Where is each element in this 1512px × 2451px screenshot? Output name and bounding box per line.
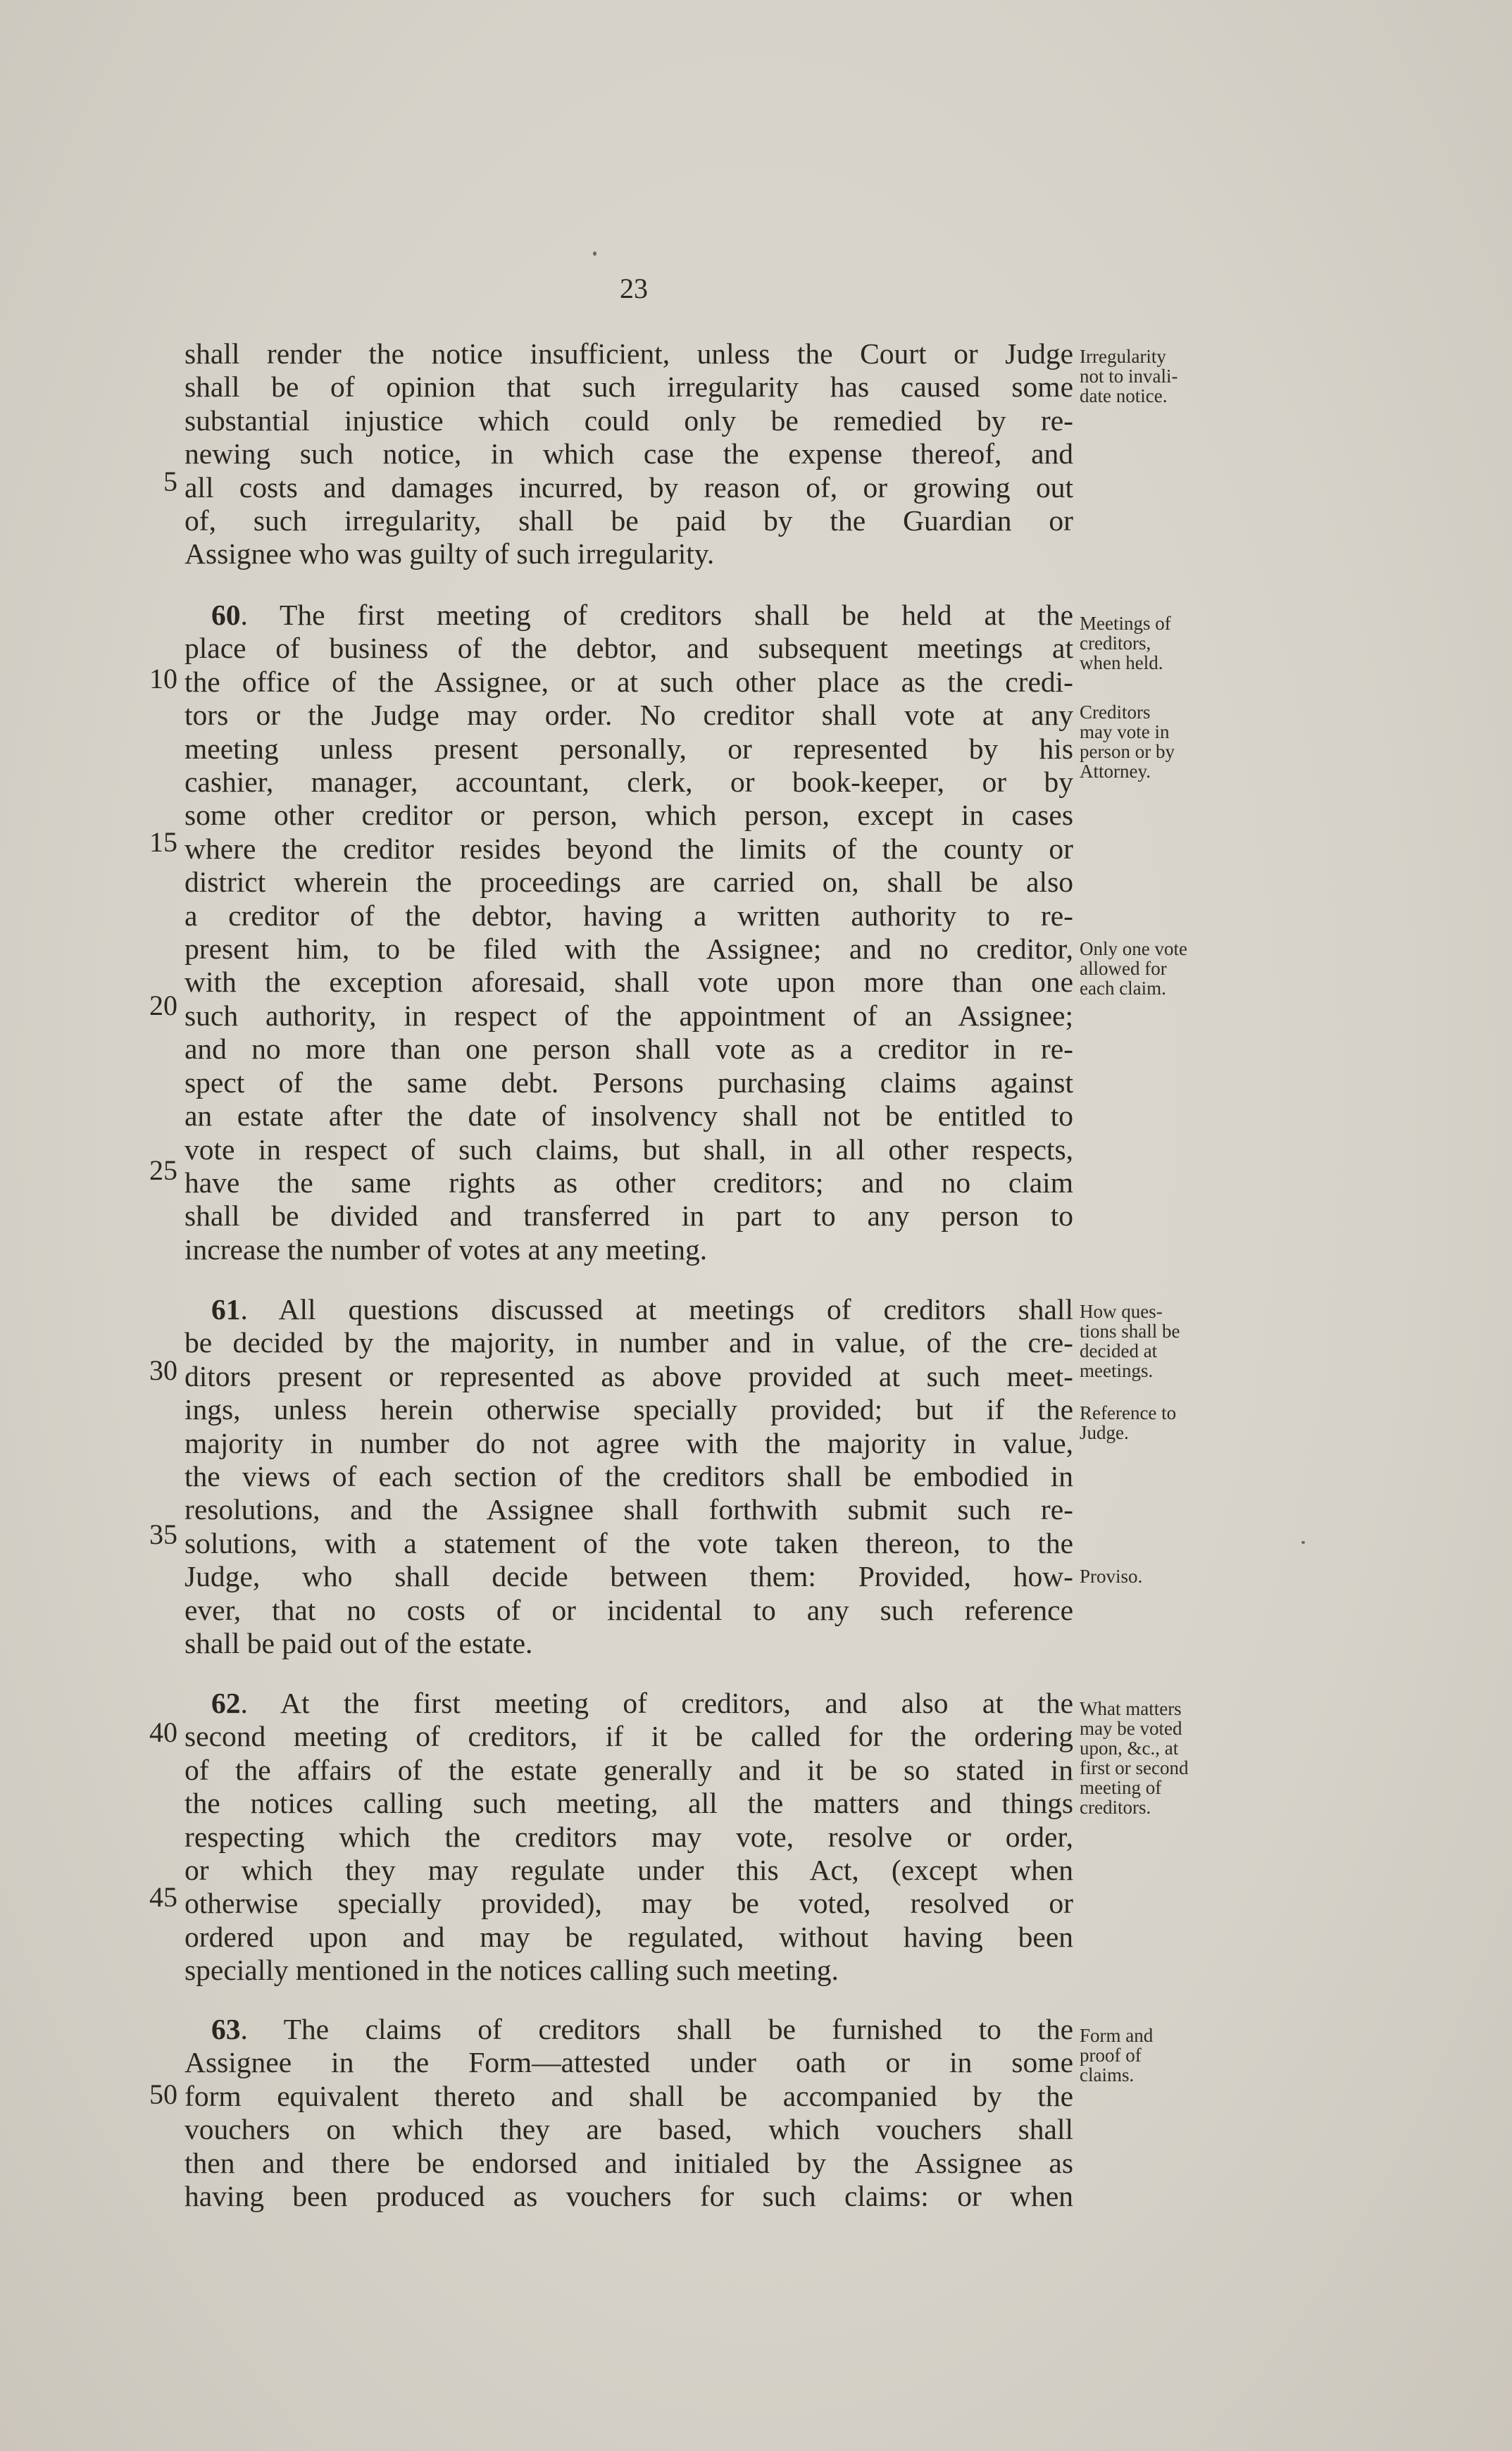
text-line: Assignee who was guilty of such irregularity. <box>185 537 715 570</box>
paragraph-section-63 <box>185 2013 1073 2213</box>
text-line: second meeting of creditors, if it be called for the ordering <box>185 1720 1073 1753</box>
text-line: newing such notice, in which case the expense thereof, and <box>185 437 1073 470</box>
margin-note-proviso <box>1080 1566 1227 1586</box>
text-line: some other creditor or person, which person, except in cases <box>185 799 1073 832</box>
margin-note-line: not to invali- <box>1080 366 1178 387</box>
text-line: increase the number of votes at any meeting. <box>185 1233 708 1266</box>
line-number: 30 <box>149 1354 177 1386</box>
line-number: 25 <box>149 1154 177 1186</box>
text-line: ditors present or represented as above provided at such meet- <box>185 1359 1073 1392</box>
paragraph-59-continued <box>185 337 1073 571</box>
line-number: 5 <box>163 466 177 497</box>
margin-note-line: proof of <box>1080 2045 1142 2066</box>
margin-note-form-proof <box>1080 2026 1227 2085</box>
margin-note-line: Only one vote <box>1080 938 1187 959</box>
paper-speck <box>1301 1541 1305 1544</box>
text-line: the notices calling such meeting, all the matters and things <box>185 1787 1073 1820</box>
text-line: where the creditor resides beyond the limits of the county or <box>185 832 1073 865</box>
section-number: 62 <box>211 1687 241 1719</box>
text-line-content: . The claims of creditors shall be furnished to the <box>240 2013 1073 2045</box>
text-line: respecting which the creditors may vote, resolve or order, <box>185 1820 1073 1853</box>
text-line: cashier, manager, accountant, clerk, or book-keeper, or by <box>185 766 1073 799</box>
text-line: tors or the Judge may order. No creditor shall vote at any <box>185 699 1073 732</box>
text-line: ings, unless herein otherwise specially provided; but if the <box>185 1393 1073 1426</box>
margin-note-line: each claim. <box>1080 978 1166 999</box>
text-line: the office of the Assignee, or at such other place as the credi- <box>185 665 1073 698</box>
text-line: shall be of opinion that such irregularity has caused some <box>185 370 1073 404</box>
text-line <box>185 599 1073 632</box>
paragraph-section-62 <box>185 1687 1073 1988</box>
paper-speck <box>593 251 596 256</box>
text-line: all costs and damages incurred, by reason of, or growing out <box>185 470 1073 504</box>
text-line-content: . All questions discussed at meetings of creditors shall <box>240 1293 1073 1326</box>
text-line: shall render the notice insufficient, unless the Court or Judge <box>185 337 1073 370</box>
line-number: 40 <box>149 1716 177 1748</box>
text-line: substantial injustice which could only be remedied by re- <box>185 404 1073 437</box>
text-line: resolutions, and the Assignee shall forthwith submit such re- <box>185 1493 1073 1526</box>
margin-note-line: Judge. <box>1080 1422 1129 1443</box>
line-number: 20 <box>149 990 177 1021</box>
text-line: shall be paid out of the estate. <box>185 1627 533 1660</box>
text-line <box>185 2013 1073 2046</box>
text-line: Judge, who shall decide between them: Provided, how- <box>185 1560 1073 1593</box>
margin-note-what-matters <box>1080 1699 1227 1817</box>
margin-note-line: meeting of <box>1080 1777 1162 1798</box>
text-line: ordered upon and may be regulated, without having been <box>185 1920 1073 1953</box>
section-number: 63 <box>211 2013 241 2045</box>
text-line: Assignee in the Form—attested under oath or in some <box>185 2046 1073 2079</box>
line-number: 10 <box>149 663 177 694</box>
margin-note-line: when held. <box>1080 652 1163 673</box>
text-line-content: . At the first meeting of creditors, and also at the <box>240 1687 1073 1719</box>
text-line: ever, that no costs of or incidental to any such reference <box>185 1593 1073 1626</box>
text-line: a creditor of the debtor, having a written authority to re- <box>185 899 1073 932</box>
text-line: vote in respect of such claims, but shall, in all other respects, <box>185 1133 1073 1166</box>
text-line-content: . The first meeting of creditors shall be held at the <box>240 599 1073 631</box>
margin-note-line: person or by <box>1080 741 1175 762</box>
text-line: have the same rights as other creditors; and no claim <box>185 1166 1073 1199</box>
text-line: then and there be endorsed and initialed by the Assignee as <box>185 2146 1073 2179</box>
line-number: 50 <box>149 2078 177 2110</box>
text-line: of, such irregularity, shall be paid by the Guardian or <box>185 504 1073 537</box>
text-line: otherwise specially provided), may be voted, resolved or <box>185 1887 1073 1920</box>
margin-note-line: meetings. <box>1080 1360 1154 1381</box>
section-number: 60 <box>211 599 241 631</box>
margin-note-line: may be voted <box>1080 1718 1182 1739</box>
text-line: and no more than one person shall vote as a creditor in re- <box>185 1033 1073 1066</box>
text-line <box>185 1293 1073 1326</box>
text-line: meeting unless present personally, or represented by his <box>185 732 1073 765</box>
line-number: 35 <box>149 1518 177 1550</box>
margin-note-line: decided at <box>1080 1340 1158 1361</box>
text-line: shall be divided and transferred in part to any person to <box>185 1199 1073 1233</box>
page-number: 23 <box>620 273 648 304</box>
margin-note-how-questions <box>1080 1302 1227 1380</box>
margin-note-line: creditors, <box>1080 632 1151 654</box>
margin-note-line: creditors. <box>1080 1797 1151 1818</box>
margin-note-line: date notice. <box>1080 385 1168 406</box>
margin-note-meetings <box>1080 613 1227 673</box>
margin-note-one-vote <box>1080 939 1227 998</box>
text-line: solutions, with a statement of the vote taken thereon, to the <box>185 1526 1073 1559</box>
margin-note-line: Irregularity <box>1080 346 1166 367</box>
text-line: or which they may regulate under this Act, (except when <box>185 1854 1073 1887</box>
text-line: form equivalent thereto and shall be accompanied by the <box>185 2079 1073 2112</box>
margin-note-line: upon, &c., at <box>1080 1738 1179 1759</box>
text-line: specially mentioned in the notices calling such meeting. <box>185 1954 839 1987</box>
text-line: vouchers on which they are based, which vouchers shall <box>185 2113 1073 2146</box>
text-line: such authority, in respect of the appointment of an Assignee; <box>185 999 1073 1032</box>
margin-note-line: Meetings of <box>1080 613 1171 634</box>
margin-note-line: Reference to <box>1080 1402 1177 1423</box>
text-line <box>185 1687 1073 1720</box>
text-line: of the affairs of the estate generally and it be so stated in <box>185 1753 1073 1786</box>
margin-note-line: claims. <box>1080 2064 1135 2085</box>
margin-note-line: tions shall be <box>1080 1321 1180 1342</box>
margin-note-line: Attorney. <box>1080 761 1151 782</box>
margin-note-line: first or second <box>1080 1757 1189 1778</box>
margin-note-line: Proviso. <box>1080 1566 1143 1587</box>
text-line: be decided by the majority, in number and in value, of the cre- <box>185 1326 1073 1359</box>
margin-note-line: Form and <box>1080 2025 1154 2046</box>
text-line: with the exception aforesaid, shall vote upon more than one <box>185 966 1073 999</box>
margin-note-reference <box>1080 1403 1227 1442</box>
text-line: having been produced as vouchers for such claims: or when <box>185 2180 1073 2213</box>
margin-note-line: How ques- <box>1080 1301 1163 1322</box>
line-number: 15 <box>149 826 177 858</box>
margin-note-creditors-vote <box>1080 702 1227 781</box>
line-number: 45 <box>149 1881 177 1913</box>
margin-note-line: What matters <box>1080 1698 1182 1719</box>
margin-note-irregularity <box>1080 347 1227 406</box>
section-number: 61 <box>211 1293 241 1326</box>
margin-note-line: Creditors <box>1080 701 1151 723</box>
paragraph-section-60 <box>185 599 1073 1266</box>
text-line: the views of each section of the creditors shall be embodied in <box>185 1460 1073 1493</box>
margin-note-line: may vote in <box>1080 721 1170 742</box>
text-line: present him, to be filed with the Assignee; and no creditor, <box>185 933 1073 966</box>
text-line: spect of the same debt. Persons purchasing claims against <box>185 1066 1073 1099</box>
paragraph-section-61 <box>185 1293 1073 1660</box>
text-line: an estate after the date of insolvency shall not be entitled to <box>185 1099 1073 1133</box>
text-line: majority in number do not agree with the majority in value, <box>185 1426 1073 1459</box>
margin-note-line: allowed for <box>1080 958 1167 979</box>
text-line: place of business of the debtor, and subsequent meetings at <box>185 632 1073 665</box>
text-line: district wherein the proceedings are carried on, shall be also <box>185 866 1073 899</box>
